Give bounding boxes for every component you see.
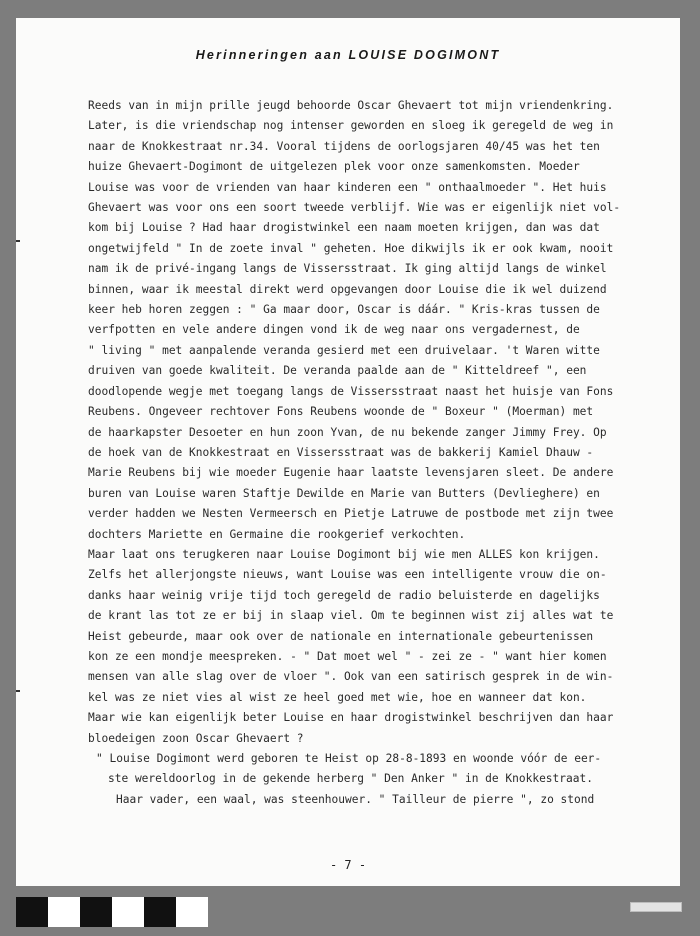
quote-line: Haar vader, een waal, was steenhouwer. " Tailleur de pierre ", zo stond (116, 792, 595, 806)
text-line: de haarkapster Desoeter en hun zoon Yvan, de nu bekende zanger Jimmy Frey. Op (88, 425, 607, 439)
page-number: - 7 - (329, 858, 367, 872)
calibration-block (208, 897, 240, 927)
calibration-block (48, 897, 80, 927)
text-line: danks haar weinig vrije tijd toch geregeld de radio beluisterde en dagelijks (88, 588, 600, 602)
text-line: Reeds van in mijn prille jeugd behoorde Oscar Ghevaert tot mijn vriendenkring. (88, 99, 614, 112)
text-line: mensen van alle slag over de vloer ". Ook van een satirisch gesprek in de win- (88, 670, 614, 684)
binding-mark (16, 690, 20, 692)
document-title: Herinneringen aan LOUISE DOGIMONT (195, 48, 501, 62)
text-line: naar de Knokkestraat nr.34. Vooral tijdens de oorlogsjaren 40/45 was het ten (88, 139, 600, 153)
text-line: Heist gebeurde, maar ook over de nationale en internationale gebeurtenissen (88, 629, 594, 643)
quote-line: ste wereldoorlog in de gekende herberg " Den Anker " in de Knokkestraat. (108, 772, 593, 786)
text-line: kon ze een mondje meespreken. - " Dat moet wel " - zei ze - " want hier komen (88, 649, 607, 663)
calibration-block (16, 897, 48, 927)
calibration-block (80, 897, 112, 927)
text-line: " living " met aanpalende veranda gesierd met een druivelaar. 't Waren witte (88, 343, 600, 357)
text-line: huize Ghevaert-Dogimont de uitgelezen plek voor onze samenkomsten. Moeder (88, 160, 580, 174)
text-line: bloedeigen zoon Oscar Ghevaert ? (88, 731, 304, 745)
calibration-block (144, 897, 176, 927)
text-line: Ghevaert was voor ons een soort tweede verblijf. Wie was er eigenlijk niet vol- (88, 201, 621, 215)
text-line: Louise was voor de vrienden van haar kinderen een " onthaalmoeder ". Het huis (88, 180, 607, 194)
text-line: binnen, waar ik meestal direkt werd opgevangen door Louise die ik wel duizend (88, 282, 607, 296)
text-line: Later, is die vriendschap nog intenser geworden en sloeg ik geregeld de weg in (88, 119, 614, 133)
calibration-bar (16, 897, 596, 927)
text-line: Zelfs het allerjongste nieuws, want Louise was een intelligente vrouw die on- (88, 568, 607, 582)
document-body (88, 96, 660, 810)
calibration-block (112, 897, 144, 927)
quote-line: " Louise Dogimont werd geboren te Heist op 28-8-1893 en woonde vóór de eer- (96, 752, 602, 765)
text-line: dochters Mariette en Germaine die rookgerief verkochten. (88, 527, 466, 541)
document-page (16, 18, 680, 886)
text-line: verder hadden we Nesten Vermeersch en Pietje Latruwe de postbode met zijn twee (88, 507, 614, 521)
text-line: buren van Louise waren Staftje Dewilde en Marie van Butters (Devlieghere) en (88, 486, 600, 500)
text-line: kel was ze niet vies al wist ze heel goed met wie, hoe en wanneer dat kon. (88, 690, 587, 704)
text-line: druiven van goede kwaliteit. De veranda paalde aan de " Kitteldreef ", een (88, 364, 587, 378)
archive-label (630, 902, 682, 912)
text-line: verfpotten en vele andere dingen vond ik de weg naar ons vergadernest, de (88, 323, 580, 337)
text-line: Maar wie kan eigenlijk beter Louise en haar drogistwinkel beschrijven dan haar (88, 711, 614, 725)
binding-mark (16, 240, 20, 242)
text-line: keer heb horen zeggen : " Ga maar door, Oscar is dáár. " Kris-kras tussen de (88, 303, 600, 317)
text-line: ongetwijfeld " In de zoete inval " geheten. Hoe dikwijls ik er ook kwam, nooit (88, 241, 614, 255)
calibration-block (176, 897, 208, 927)
text-line: nam ik de privé-ingang langs de Vissersstraat. Ik ging altijd langs de winkel (88, 262, 607, 276)
text-line: doodlopende wegje met toegang langs de Vissersstraat naast het huisje van Fons (88, 384, 614, 398)
text-line: de krant las tot ze er bij in slaap viel. Om te beginnen wist zij alles wat te (88, 609, 614, 623)
text-line: de hoek van de Knokkestraat en Vissersstraat was de bakkerij Kamiel Dhauw - (88, 445, 594, 459)
text-line: Reubens. Ongeveer rechtover Fons Reubens woonde de " Boxeur " (Moerman) met (88, 405, 594, 419)
text-line: kom bij Louise ? Had haar drogistwinkel een naam moeten krijgen, dan was dat (88, 221, 600, 235)
text-line: Marie Reubens bij wie moeder Eugenie haar laatste levensjaren sleet. De andere (88, 466, 614, 480)
text-line: Maar laat ons terugkeren naar Louise Dogimont bij wie men ALLES kon krijgen. (88, 547, 600, 561)
